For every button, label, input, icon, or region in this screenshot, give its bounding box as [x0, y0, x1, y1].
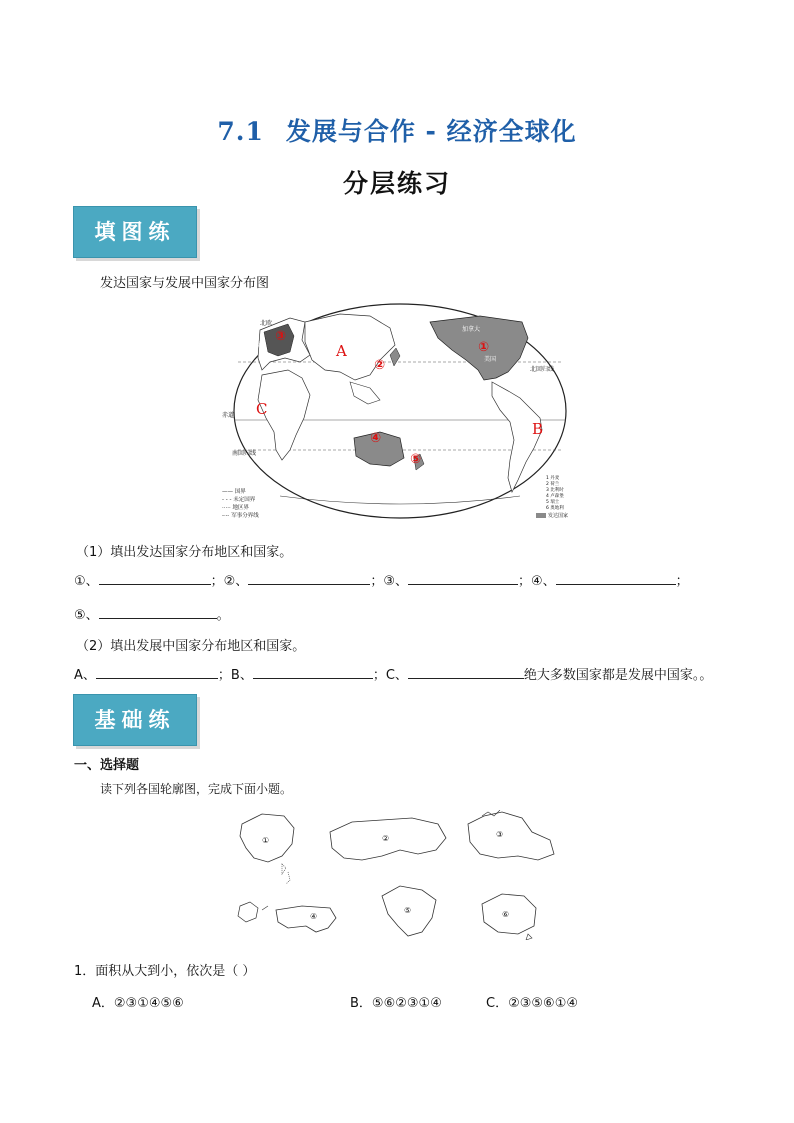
- q1-blank-3[interactable]: [408, 570, 518, 585]
- option-a[interactable]: A．②③①④⑤⑥: [92, 996, 184, 1011]
- label-canada: 加拿大: [462, 326, 481, 333]
- marker-5: ⑤: [410, 452, 422, 467]
- mc-question-1: 1．面积从大到小，依次是（ ）: [74, 964, 256, 979]
- legend-line-border: —— 国界: [222, 489, 246, 495]
- q2-blank-b[interactable]: [253, 664, 373, 679]
- question-1-blanks-row2: [74, 604, 230, 623]
- q1-blank-2[interactable]: [248, 570, 370, 585]
- letter-c: C: [256, 400, 268, 418]
- world-map: [222, 300, 570, 522]
- section-heading-choice: 一、选择题: [74, 758, 140, 773]
- label-west-europe: 西欧: [254, 342, 267, 349]
- marker-2: ②: [374, 358, 386, 373]
- marker-4: ④: [370, 431, 382, 446]
- legend-country-5: 5 瑞士: [546, 500, 560, 505]
- legend-country-1: 1 丹麦: [546, 476, 560, 481]
- q2-blank-c[interactable]: [408, 664, 524, 679]
- outline-label-6: ⑥: [502, 910, 510, 919]
- q1-label-2: ；②、: [210, 574, 249, 589]
- label-nordic: 北欧: [260, 320, 273, 327]
- q1-end: 。: [216, 608, 230, 623]
- legend-country-3: 3 比利时: [546, 488, 564, 493]
- q1-label-1: ①、: [74, 574, 99, 589]
- legend-line-region: ····· 地区界: [222, 505, 250, 511]
- marker-3: ③: [275, 329, 287, 344]
- question-2-prompt: （2）填出发展中国家分布地区和国家。: [76, 639, 306, 654]
- label-equator: 赤道: [222, 412, 235, 419]
- intro-text: 读下列各国轮廓图，完成下面小题。: [100, 782, 293, 796]
- legend-developed: [536, 512, 568, 519]
- country-outlines-svg: [232, 810, 562, 940]
- option-b[interactable]: B．⑤⑥②③①④: [350, 996, 442, 1011]
- map-legend-lines: [222, 488, 259, 520]
- q1-label-3: ；③、: [370, 574, 408, 589]
- q1-blank-1[interactable]: [99, 570, 211, 585]
- legend-line-military: -·-· 军事分界线: [222, 513, 259, 519]
- option-c[interactable]: C．②③⑤⑥①④: [486, 996, 579, 1011]
- page-title: [0, 112, 794, 148]
- q1-blank-5[interactable]: [99, 604, 217, 619]
- map-caption: 发达国家与发展中国家分布图: [100, 276, 270, 291]
- question-2-blanks: [74, 664, 712, 683]
- q1-blank-4[interactable]: [556, 570, 676, 585]
- outline-label-4: ④: [310, 912, 318, 921]
- q2-label-c: ；C、: [372, 668, 408, 683]
- page-subtitle: 分层练习: [342, 169, 451, 198]
- section-box-basic: 基础练: [73, 694, 197, 746]
- legend-swatch: [536, 513, 546, 518]
- section-box-fill-map: 填图练: [73, 206, 197, 258]
- question-1-blanks-row1: [74, 570, 689, 589]
- q1-sep-end: ；: [675, 574, 689, 589]
- q2-label-b: ；B、: [217, 668, 253, 683]
- title-text: 发展与合作 - 经济全球化: [285, 117, 577, 146]
- q2-end: 绝大多数国家都是发展中国家。。: [523, 668, 713, 683]
- legend-country-2: 2 荷兰: [546, 482, 560, 487]
- q2-label-a: A、: [74, 668, 96, 683]
- q1-label-5: ⑤、: [74, 608, 99, 623]
- legend-developed-text: 发达国家: [548, 513, 569, 519]
- letter-a: A: [336, 342, 347, 360]
- chapter-number: 7.1: [217, 117, 264, 146]
- legend-country-4: 4 卢森堡: [546, 494, 564, 499]
- outline-label-3: ③: [496, 830, 504, 839]
- label-tropic-cancer: 北回归线: [530, 366, 555, 373]
- label-usa: 美国: [484, 356, 497, 363]
- letter-b: B: [532, 420, 544, 438]
- outline-label-5: ⑤: [404, 906, 412, 915]
- label-tropic-capricorn: 南回归线: [232, 450, 257, 457]
- country-outlines-figure: [232, 810, 562, 940]
- map-legend-countries: [546, 476, 564, 512]
- outline-label-1: ①: [262, 836, 270, 845]
- question-1-prompt: （1）填出发达国家分布地区和国家。: [76, 545, 293, 560]
- q1-label-4: ；④、: [517, 574, 556, 589]
- q2-blank-a[interactable]: [96, 664, 218, 679]
- marker-1: ①: [478, 340, 490, 355]
- legend-country-6: 6 奥地利: [546, 506, 564, 511]
- outline-label-2: ②: [382, 834, 390, 843]
- legend-line-undetermined: - - - 未定国界: [222, 497, 256, 503]
